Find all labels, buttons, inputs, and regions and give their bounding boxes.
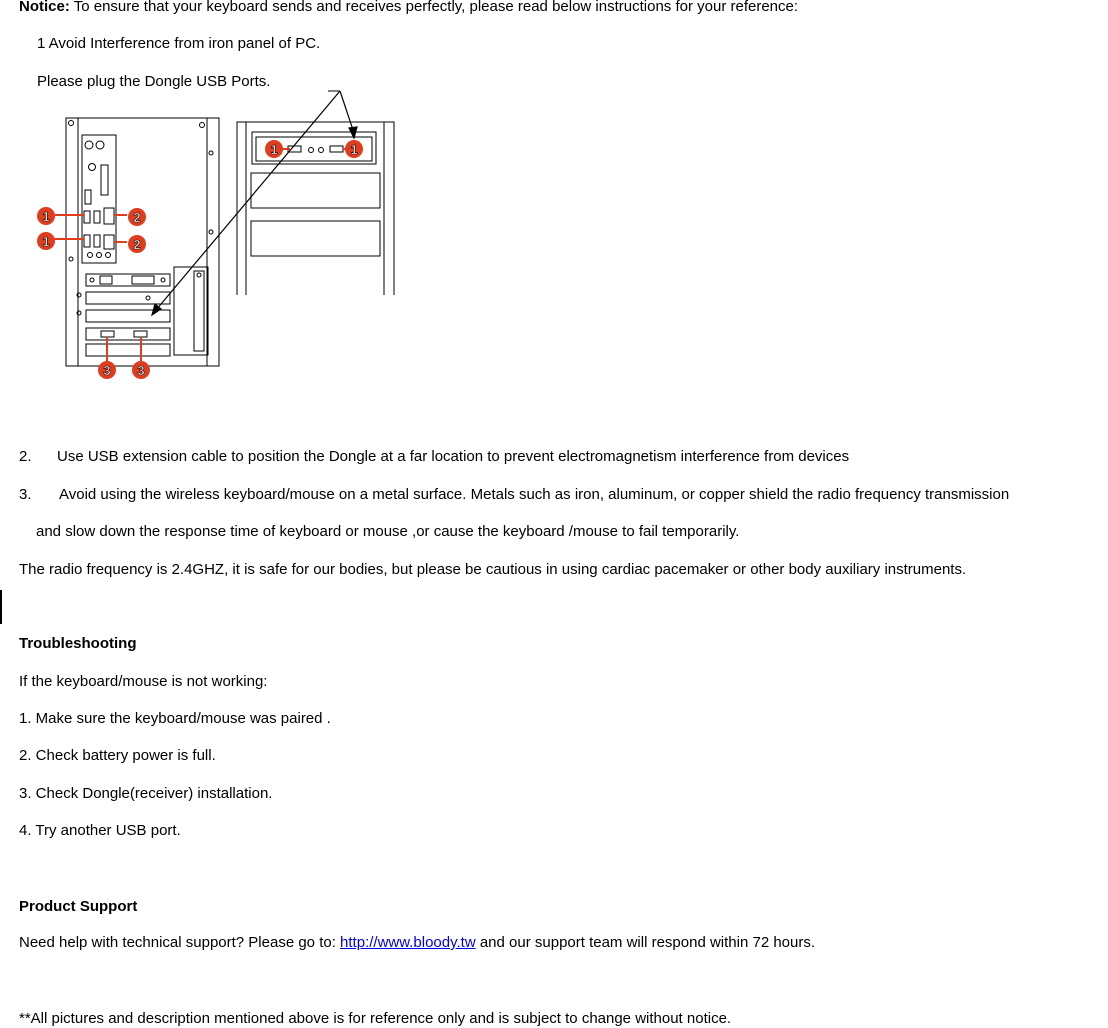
- troubleshooting-title: Troubleshooting: [19, 635, 137, 652]
- notice-item-1-sub: Please plug the Dongle USB Ports.: [37, 73, 271, 90]
- notice-item-1: 1 Avoid Interference from iron panel of PC.: [37, 35, 321, 52]
- io-panel: [82, 135, 116, 263]
- troubleshooting-step: 3. Check Dongle(receiver) installation.: [19, 785, 273, 802]
- drive-bay: [251, 173, 380, 208]
- notice-label: Notice:: [19, 0, 70, 15]
- arrow-line-front: [340, 91, 354, 133]
- product-support-text: [19, 934, 815, 952]
- badge-group: [37, 140, 363, 379]
- margin-bar: [0, 590, 2, 624]
- badge-2-a-label: 2: [133, 210, 141, 225]
- troubleshooting-step: 2. Check battery power is full.: [19, 747, 216, 764]
- badge-3-b-label: 3: [137, 363, 145, 378]
- disclaimer: **All pictures and description mentioned above is for reference only and is subject to change without notice.: [19, 1010, 732, 1027]
- support-text-after: and our support team will respond within 72 hours.: [475, 934, 816, 951]
- support-link[interactable]: http://www.bloody.tw: [340, 934, 476, 951]
- tip-item-2-number: 2.: [19, 448, 32, 465]
- radio-frequency-note: The radio frequency is 2.4GHZ, it is safe for our bodies, but please be cautious in using cardiac pacemaker or other body auxiliary instruments.: [19, 561, 967, 578]
- badge-1-b-label: 1: [42, 234, 50, 249]
- notice-text: To ensure that your keyboard sends and receives perfectly, please read below instructions for your reference:: [69, 0, 799, 15]
- usb-port-1b: [84, 235, 90, 247]
- badge-3-a-label: 3: [103, 363, 111, 378]
- notice-line: [19, 0, 798, 16]
- tip-item-3-number: 3.: [19, 486, 32, 503]
- tip-item-2: [19, 448, 849, 466]
- tip-item-2-text: Use USB extension cable to position the Dongle at a far location to prevent electromagnetism interference from devices: [57, 448, 850, 465]
- badge-4-a-label: 1: [270, 142, 278, 157]
- tip-item-3-continued: and slow down the response time of keyboard or mouse ,or cause the keyboard /mouse to fail temporarily.: [36, 523, 740, 540]
- pc-usb-diagram: [0, 85, 420, 385]
- badge-4-b-label: 1: [350, 142, 358, 157]
- arrow-line-rear: [156, 91, 340, 310]
- support-text-before: Need help with technical support? Please go to:: [19, 934, 341, 951]
- expansion-slot: [86, 274, 170, 286]
- product-support-title: Product Support: [19, 898, 138, 915]
- badge-2-b-label: 2: [133, 237, 141, 252]
- troubleshooting-step: 1. Make sure the keyboard/mouse was paired .: [19, 710, 331, 727]
- badge-1-a-label: 1: [42, 209, 50, 224]
- tip-item-3: [19, 486, 1009, 504]
- tip-item-3-text: Avoid using the wireless keyboard/mouse on a metal surface. Metals such as iron, aluminum, or copper shield the radio frequency transmission: [59, 486, 1010, 503]
- troubleshooting-intro: If the keyboard/mouse is not working:: [19, 673, 268, 690]
- usb-port-1a: [84, 211, 90, 223]
- psu: [174, 267, 208, 355]
- troubleshooting-step: 4. Try another USB port.: [19, 822, 181, 839]
